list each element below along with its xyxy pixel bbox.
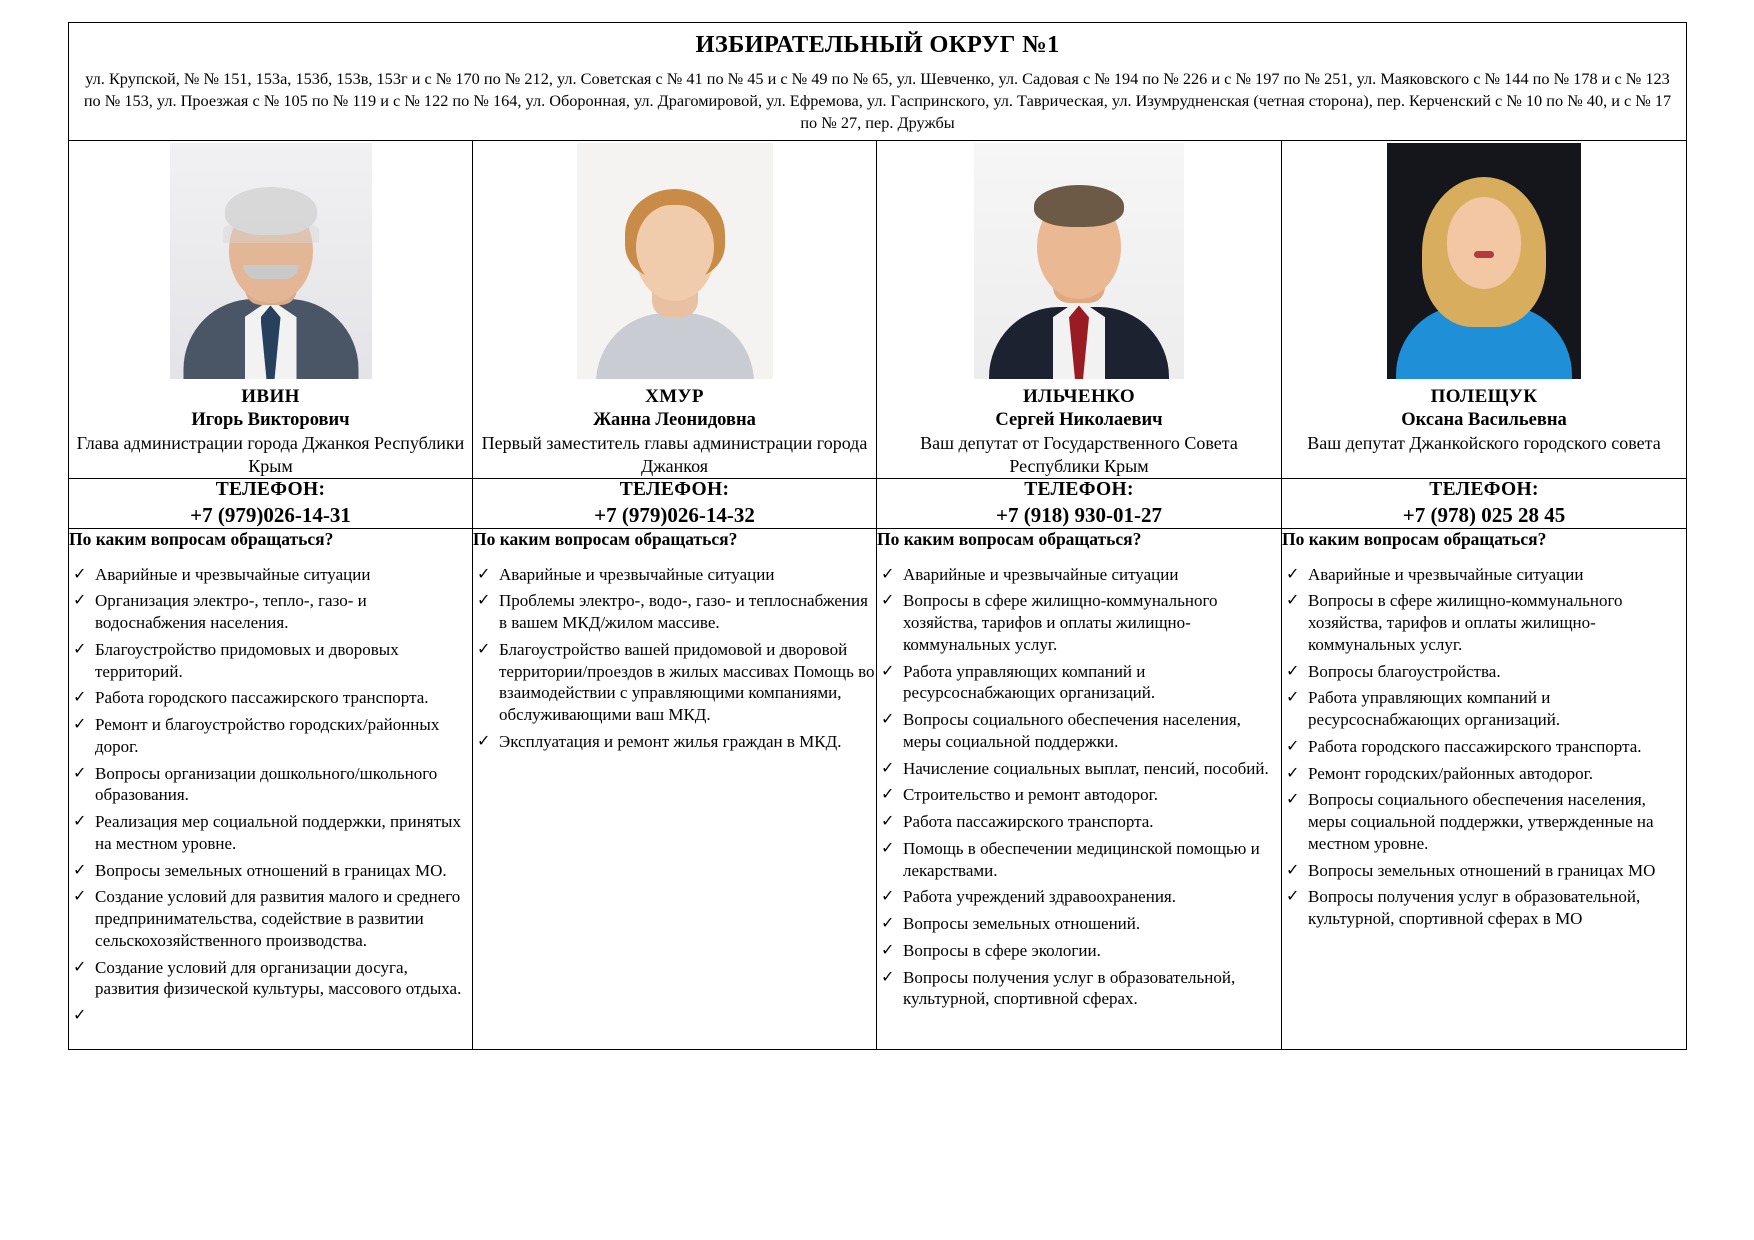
person-surname: ПОЛЕЩУК <box>1430 386 1538 408</box>
person-fio: Игорь Викторович <box>191 410 350 431</box>
person-fio: Жанна Леонидовна <box>593 410 756 431</box>
person-name-0 <box>69 385 472 477</box>
person-card-3 <box>1282 141 1687 478</box>
question-text: Работа учреждений здравоохранения. <box>903 887 1176 907</box>
question-item <box>69 860 472 882</box>
person-card-1 <box>473 141 877 478</box>
question-item <box>69 590 472 634</box>
question-item <box>877 564 1281 586</box>
check-icon: ✓ <box>881 913 895 933</box>
check-icon: ✓ <box>477 730 491 750</box>
questions-list-1 <box>473 564 876 753</box>
person-fio: Сергей Николаевич <box>995 410 1163 431</box>
questions-title: По каким вопросам обращаться? <box>69 528 334 549</box>
questions-title: По каким вопросам обращаться? <box>1282 528 1547 549</box>
question-text: Благоустройство вашей придомовой и дворовой территории/проездов в жилых массивах Помощь во взаимодействии с управляющими компаниями, обслуживающими ваш МКД. <box>499 639 875 725</box>
question-text: Строительство и ремонт автодорог. <box>903 785 1158 805</box>
questions-row <box>69 528 1687 1049</box>
phone-label: ТЕЛЕФОН: <box>1024 478 1134 500</box>
questions-list-2 <box>877 564 1281 1011</box>
check-icon: ✓ <box>1286 735 1300 755</box>
questions-list-0 <box>69 563 472 1025</box>
question-item <box>1282 661 1686 683</box>
phone-number[interactable]: +7 (918) 930-01-27 <box>996 502 1162 527</box>
person-name-1 <box>473 385 876 477</box>
check-icon: ✓ <box>73 563 87 583</box>
question-item <box>1282 860 1686 882</box>
person-role: Первый заместитель главы администрации города Джанкоя <box>481 433 868 477</box>
questions-title: По каким вопросам обращаться? <box>877 528 1142 549</box>
question-item <box>877 661 1281 705</box>
check-icon: ✓ <box>1286 859 1300 879</box>
photo-ilchenko <box>974 143 1184 379</box>
check-icon: ✓ <box>881 784 895 804</box>
question-item <box>877 811 1281 833</box>
question-text: Работа управляющих компаний и ресурсоснабжающих организаций. <box>1308 688 1561 730</box>
question-text: Работа городского пассажирского транспорта. <box>95 688 429 708</box>
question-text: Работа управляющих компаний и ресурсоснабжающих организаций. <box>903 661 1156 703</box>
question-text: Аварийные и чрезвычайные ситуации <box>903 564 1179 584</box>
check-icon: ✓ <box>881 837 895 857</box>
photo-ivin <box>170 143 372 379</box>
check-icon: ✓ <box>477 590 491 610</box>
check-icon: ✓ <box>881 709 895 729</box>
question-text: Работа пассажирского транспорта. <box>903 812 1154 832</box>
check-icon: ✓ <box>477 638 491 658</box>
photo-poleshchuk <box>1387 143 1581 379</box>
question-item <box>1282 736 1686 758</box>
check-icon: ✓ <box>73 886 87 906</box>
question-item <box>877 913 1281 935</box>
question-item <box>69 687 472 709</box>
question-text: Создание условий для организации досуга, развития физической культуры, массового отдыха. <box>95 957 462 999</box>
question-text: Аварийные и чрезвычайные ситуации <box>95 564 371 584</box>
check-icon: ✓ <box>73 687 87 707</box>
check-icon: ✓ <box>73 590 87 610</box>
check-icon: ✓ <box>477 563 491 583</box>
check-icon: ✓ <box>1286 590 1300 610</box>
question-item <box>1282 590 1686 655</box>
questions-cell-3 <box>1282 528 1687 1049</box>
person-surname: ИЛЬЧЕНКО <box>1022 386 1136 408</box>
phone-cell-1 <box>473 478 877 528</box>
question-text: Вопросы в сфере экологии. <box>903 940 1101 960</box>
check-icon: ✓ <box>881 939 895 959</box>
question-text: Аварийные и чрезвычайные ситуации <box>1308 564 1584 584</box>
question-text: Вопросы социального обеспечения населения, меры социальной поддержки. <box>903 710 1241 751</box>
phone-number[interactable]: +7 (978) 025 28 45 <box>1402 502 1566 527</box>
question-text: Вопросы социального обеспечения населения, меры социальной поддержки, утвержденные на местном уровне. <box>1308 790 1654 853</box>
question-item <box>69 811 472 855</box>
question-text: Вопросы земельных отношений в границах МО <box>1308 860 1656 880</box>
question-text: Ремонт и благоустройство городских/районных дорог. <box>95 715 440 756</box>
questions-cell-1 <box>473 528 877 1049</box>
person-role: Ваш депутат Джанкойского городского совета <box>1307 433 1661 454</box>
question-text: Работа городского пассажирского транспорта. <box>1308 736 1642 756</box>
question-item <box>1282 687 1686 731</box>
question-item <box>69 957 472 1001</box>
question-text: Реализация мер социальной поддержки, принятых на местном уровне. <box>95 812 461 853</box>
photo-frame-0 <box>69 141 472 379</box>
person-name-2 <box>877 385 1281 477</box>
question-item <box>69 763 472 807</box>
question-text: Помощь в обеспечении медицинской помощью и лекарствами. <box>903 838 1260 880</box>
photo-frame-3 <box>1282 141 1686 379</box>
person-name-3 <box>1282 385 1686 455</box>
question-text: Проблемы электро-, водо-, газо- и теплоснабжения в вашем МКД/жилом массиве. <box>499 591 868 633</box>
check-icon: ✓ <box>881 660 895 680</box>
question-item <box>877 784 1281 806</box>
question-text: Эксплуатация и ремонт жилья граждан в МКД. <box>499 731 842 751</box>
question-item <box>877 709 1281 753</box>
question-item <box>1282 886 1686 930</box>
check-icon: ✓ <box>1286 762 1300 782</box>
check-icon: ✓ <box>73 638 87 658</box>
check-icon: ✓ <box>1286 789 1300 809</box>
person-card-2 <box>877 141 1282 478</box>
person-surname: ХМУР <box>645 386 704 408</box>
phone-cell-2 <box>877 478 1282 528</box>
photo-hmur <box>577 143 773 379</box>
question-text: Вопросы в сфере жилищно-коммунального хозяйства, тарифов и оплаты жилищно-коммунальных услуг. <box>1308 591 1623 654</box>
question-item <box>877 886 1281 908</box>
check-icon: ✓ <box>73 1005 87 1025</box>
question-text: Вопросы получения услуг в образовательной, культурной, спортивной сферах в МО <box>1308 887 1641 929</box>
page-title: ИЗБИРАТЕЛЬНЫЙ ОКРУГ №1 <box>695 31 1060 58</box>
check-icon: ✓ <box>73 956 87 976</box>
question-text: Вопросы организации дошкольного/школьного образования. <box>95 763 438 805</box>
district-table <box>68 22 1687 1050</box>
questions-title: По каким вопросам обращаться? <box>473 528 738 549</box>
questions-cell-0 <box>69 528 473 1049</box>
document-header <box>69 23 1687 141</box>
question-text: Вопросы получения услуг в образовательной, культурной, спортивной сферах. <box>903 967 1236 1009</box>
check-icon: ✓ <box>73 714 87 734</box>
check-icon: ✓ <box>73 811 87 831</box>
phone-number[interactable]: +7 (979)026-14-32 <box>594 502 755 527</box>
check-icon: ✓ <box>1286 563 1300 583</box>
question-item <box>877 590 1281 655</box>
phone-label: ТЕЛЕФОН: <box>215 478 326 500</box>
question-text: Вопросы благоустройства. <box>1308 661 1501 681</box>
phone-cell-3 <box>1282 478 1687 528</box>
question-item <box>473 564 876 586</box>
question-item <box>1282 763 1686 785</box>
district-streets: ул. Крупской, № № 151, 153а, 153б, 153в, 153г и с № 170 по № 212, ул. Советская с № 41 по № 45 и с № 49 по № 65, ул. Шевченко, ул. Садовая с № 194 по № 226 и с № 197 по № 251, ул. Маяковского с № 144 по № 178 и с № 123 по № 153, ул. Проезжая с № 105 по № 119 и с № 122 по № 164, ул. Оборонная, ул. Драгомировой, ул. Ефремова, ул. Гаспринского, ул. Таврическая, ул. Изумрудненская (четная сторона), пер. Керченский с № 10 по № 40, и с № 17 по № 27, пер. Дружбы <box>83 69 1672 132</box>
question-item <box>1282 564 1686 586</box>
question-text: Аварийные и чрезвычайные ситуации <box>499 564 775 584</box>
phone-label: ТЕЛЕФОН: <box>1429 478 1539 500</box>
check-icon: ✓ <box>1286 660 1300 680</box>
question-text: Благоустройство придомовых и дворовых территорий. <box>95 639 399 681</box>
check-icon: ✓ <box>73 859 87 879</box>
check-icon: ✓ <box>1286 687 1300 707</box>
question-item <box>473 590 876 634</box>
question-item <box>877 838 1281 882</box>
phone-label: ТЕЛЕФОН: <box>619 478 730 500</box>
question-text: Вопросы земельных отношений в границах МО. <box>95 860 447 880</box>
photo-frame-2 <box>877 141 1281 379</box>
check-icon: ✓ <box>881 590 895 610</box>
question-item <box>877 967 1281 1011</box>
question-item <box>1282 789 1686 854</box>
question-item <box>473 731 876 753</box>
question-text: Вопросы в сфере жилищно-коммунального хозяйства, тарифов и оплаты жилищно-коммунальных услуг. <box>903 591 1218 654</box>
question-text: Организация электро-, тепло-, газо- и водоснабжения населения. <box>95 591 367 633</box>
person-role: Глава администрации города Джанкоя Республики Крым <box>76 433 465 477</box>
person-fio: Оксана Васильевна <box>1401 410 1567 431</box>
phone-number[interactable]: +7 (979)026-14-31 <box>190 502 351 527</box>
question-item <box>877 758 1281 780</box>
check-icon: ✓ <box>1286 886 1300 906</box>
check-icon: ✓ <box>881 966 895 986</box>
question-item <box>473 639 876 726</box>
question-text: Начисление социальных выплат, пенсий, пособий. <box>903 758 1269 778</box>
check-icon: ✓ <box>881 811 895 831</box>
check-icon: ✓ <box>73 762 87 782</box>
person-role: Ваш депутат от Государственного Совета Республики Крым <box>920 433 1238 477</box>
questions-cell-2 <box>877 528 1282 1049</box>
person-surname: ИВИН <box>241 386 300 408</box>
question-text: Создание условий для развития малого и среднего предпринимательства, содействие в развитии сельскохозяйственного производства. <box>95 887 461 950</box>
photo-frame-1 <box>473 141 876 379</box>
question-item <box>69 564 472 586</box>
person-card-0 <box>69 141 473 478</box>
question-text: Ремонт городских/районных автодорог. <box>1308 763 1593 783</box>
question-text: Вопросы земельных отношений. <box>903 914 1141 934</box>
questions-list-3 <box>1282 564 1686 930</box>
check-icon: ✓ <box>881 757 895 777</box>
check-icon: ✓ <box>881 563 895 583</box>
question-item <box>69 886 472 951</box>
persons-row <box>69 141 1687 478</box>
phone-cell-0 <box>69 478 473 528</box>
question-item <box>877 940 1281 962</box>
question-item <box>69 1005 472 1025</box>
phones-row <box>69 478 1687 528</box>
check-icon: ✓ <box>881 886 895 906</box>
question-item <box>69 639 472 683</box>
question-item <box>69 714 472 758</box>
